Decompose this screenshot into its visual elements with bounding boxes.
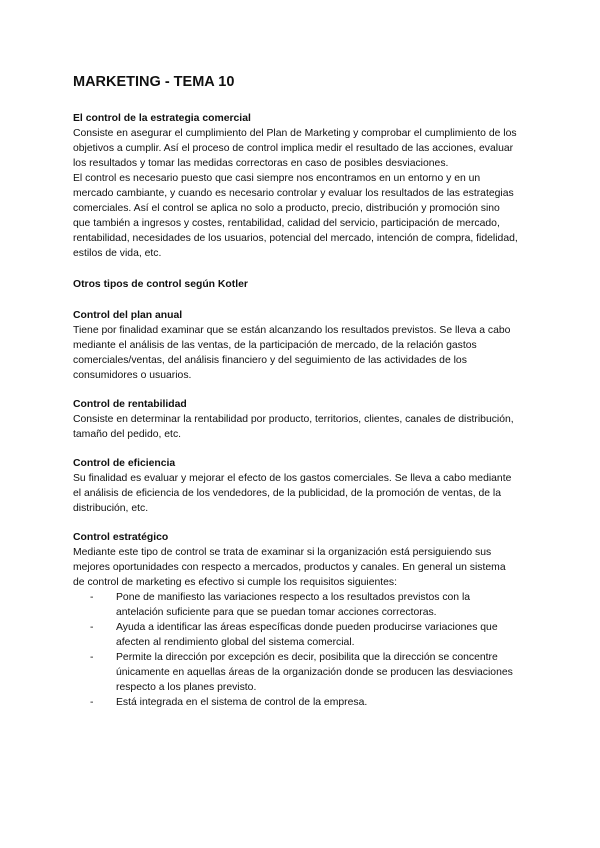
dash-bullet: - xyxy=(90,592,94,603)
dash-bullet: - xyxy=(90,697,94,708)
section-paragraph: Su finalidad es evaluar y mejorar el efecto de los gastos comerciales. Se lleva a cabo mediante el análisis de eficiencia de los vendedores, de la publicidad, de la promoción de ventas, de la distribución, etc. xyxy=(73,473,512,514)
section-efficiency-control xyxy=(73,456,520,516)
section-paragraph: Tiene por finalidad examinar que se están alcanzando los resultados previstos. Se lleva a cabo mediante el análisis de las ventas, de la participación de mercado, de la relación gastos comerciales/ventas, del análisis financiero y del seguimiento de las actividades de los consumidores o usuarios. xyxy=(73,325,511,381)
section-heading: Control de rentabilidad xyxy=(73,399,187,410)
section-heading: Control del plan anual xyxy=(73,310,183,321)
list-item-text: Pone de manifiesto las variaciones respecto a los resultados previstos con la antelación suficiente para que se puedan tomar acciones correctoras. xyxy=(116,592,471,618)
document-title: MARKETING - TEMA 10 xyxy=(73,74,235,90)
section-heading: Otros tipos de control según Kotler xyxy=(73,279,248,290)
section-strategic-control xyxy=(73,530,520,710)
section-heading: El control de la estrategia comercial xyxy=(73,113,251,124)
list-item-text: Está integrada en el sistema de control de la empresa. xyxy=(116,697,368,708)
requirements-list xyxy=(73,590,520,710)
dash-bullet: - xyxy=(90,652,94,663)
section-heading: Control estratégico xyxy=(73,532,169,543)
section-profitability-control xyxy=(73,397,520,442)
list-item xyxy=(90,590,520,620)
list-item-text: Permite la dirección por excepción es decir, posibilita que la dirección se concentre únicamente en aquellas áreas de la organización donde se producen las desviaciones respecto a los planes previsto. xyxy=(116,652,513,693)
section-paragraph: El control es necesario puesto que casi siempre nos encontramos en un entorno y en un mercado cambiante, y cuando es necesario controlar y evaluar los resultados de las estrategias comerciales. Así el control se aplica no solo a producto, precio, distribución y promoción sino que también a ingresos y costes, rentabilidad, calidad del servicio, participación de mercado, rentabilidad, necesidades de los usuarios, potencial del mercado, intención de compra, fidelidad, estilos de vida, etc. xyxy=(73,173,518,259)
section-heading: Control de eficiencia xyxy=(73,458,176,469)
section-annual-plan-control xyxy=(73,308,520,383)
section-strategy-control xyxy=(73,111,520,261)
section-paragraph: Mediante este tipo de control se trata de examinar si la organización está persiguiendo sus mejores oportunidades con respecto a mercados, productos y canales. En general un sistema de control de marketing es efectivo si cumple los requisitos siguientes: xyxy=(73,547,506,588)
dash-bullet: - xyxy=(90,622,94,633)
section-paragraph: Consiste en asegurar el cumplimiento del Plan de Marketing y comprobar el cumplimiento de los objetivos a cumplir. Así el proceso de control implica medir el resultado de las acciones, evaluar los resultados y tomar las medidas correctoras en caso de posibles desviaciones. xyxy=(73,128,517,169)
list-item-text: Ayuda a identificar las áreas específicas donde pueden producirse variaciones que afecten al rendimiento global del sistema comercial. xyxy=(116,622,498,648)
list-item xyxy=(90,620,520,650)
list-item xyxy=(90,695,520,710)
section-kotler-types xyxy=(73,277,520,292)
list-item xyxy=(90,650,520,695)
section-paragraph: Consiste en determinar la rentabilidad por producto, territorios, clientes, canales de distribución, tamaño del pedido, etc. xyxy=(73,414,514,440)
